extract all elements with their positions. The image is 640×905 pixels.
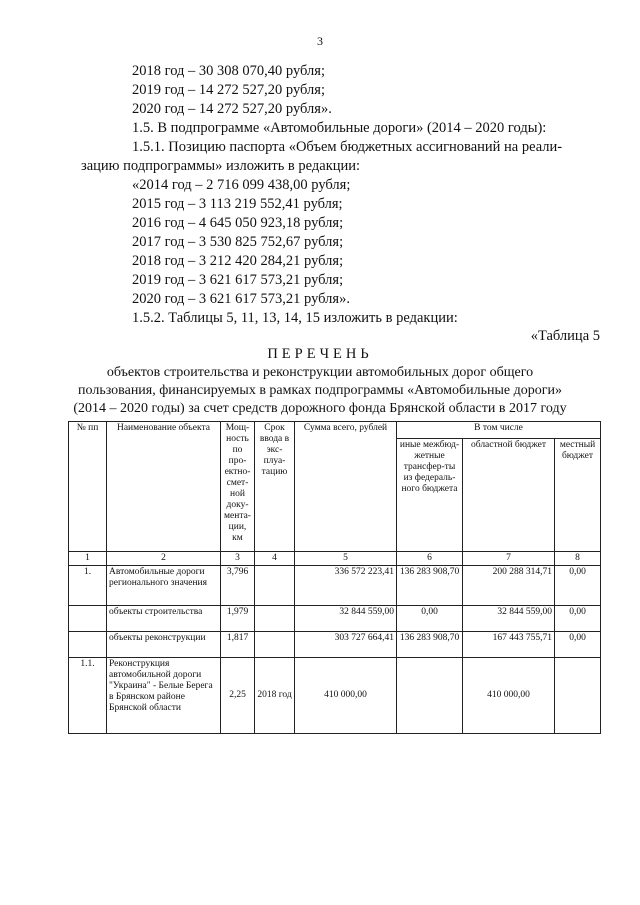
cell-regional: 410 000,00 [463, 658, 555, 734]
text-line: 2015 год – 3 113 219 552,41 рубля; [132, 196, 343, 212]
cell-total: 336 572 223,41 [295, 566, 397, 606]
column-number: 4 [255, 552, 295, 566]
header-interbudget: иные межбюд-жетные трансфер-ты из федераль-ного бюджета [397, 439, 463, 552]
column-number-row [69, 552, 601, 566]
cell-name: объекты строительства [107, 606, 221, 632]
text-line: 2020 год – 3 621 617 573,21 рубля». [132, 291, 350, 307]
cell-local: 0,00 [555, 632, 601, 658]
subtitle-line: (2014 – 2020 годы) за счет средств дорожного фонда Брянской области в 2017 году [73, 401, 567, 416]
subtitle-line: пользования, финансируемых в рамках подпрограммы «Автомобильные дороги» [78, 383, 562, 398]
cell-local: 0,00 [555, 566, 601, 606]
cell-term: 2018 год [255, 658, 295, 734]
text-line: 2017 год – 3 530 825 752,67 рубля; [132, 234, 344, 250]
table-label: «Таблица 5 [530, 328, 600, 344]
column-number: 1 [69, 552, 107, 566]
header-capacity: Мощ-ность по про-ектно-смет-ной доку-мента-ции, км [221, 422, 255, 552]
column-number: 5 [295, 552, 397, 566]
cell-capacity: 3,796 [221, 566, 255, 606]
cell-term [255, 566, 295, 606]
column-number: 7 [463, 552, 555, 566]
header-total: Сумма всего, рублей [295, 422, 397, 552]
cell-capacity: 1,817 [221, 632, 255, 658]
table-row [69, 566, 601, 606]
subtitle-line: объектов строительства и реконструкции автомобильных дорог общего [106, 365, 534, 380]
cell-interbudget: 0,00 [397, 606, 463, 632]
cell-interbudget [397, 658, 463, 734]
column-number: 2 [107, 552, 221, 566]
cell-local: 0,00 [555, 606, 601, 632]
column-number: 8 [555, 552, 601, 566]
text-line: 1.5. В подпрограмме «Автомобильные дороги» (2014 – 2020 годы): [132, 120, 547, 136]
header-name: Наименование объекта [107, 422, 221, 552]
header-term: Срок ввода в экс-плуа-тацию [255, 422, 295, 552]
text-line: 2019 год – 14 272 527,20 рубля; [132, 82, 325, 98]
cell-interbudget: 136 283 908,70 [397, 632, 463, 658]
text-line: 2019 год – 3 621 617 573,21 рубля; [132, 272, 344, 288]
cell-name: Реконструкция автомобильной дороги "Украина" - Белые Берега в Брянском районе Брянской области [107, 658, 221, 734]
cell-regional: 200 288 314,71 [463, 566, 555, 606]
text-line: 2018 год – 30 308 070,40 рубля; [132, 63, 325, 79]
cell-num [69, 606, 107, 632]
cell-term [255, 606, 295, 632]
header-regional: областной бюджет [463, 439, 555, 552]
cell-total: 303 727 664,41 [295, 632, 397, 658]
cell-total: 32 844 559,00 [295, 606, 397, 632]
table-row [69, 606, 601, 632]
cell-name: Автомобильные дороги регионального значения [107, 566, 221, 606]
cell-regional: 167 443 755,71 [463, 632, 555, 658]
cell-local [555, 658, 601, 734]
cell-num: 1. [69, 566, 107, 606]
cell-capacity: 1,979 [221, 606, 255, 632]
text-line: 1.5.1. Позицию паспорта «Объем бюджетных ассигнований на реали- [132, 139, 563, 155]
table-row [69, 632, 601, 658]
cell-num: 1.1. [69, 658, 107, 734]
cell-name: объекты реконструкции [107, 632, 221, 658]
table-row [69, 658, 601, 734]
text-line: зацию подпрограммы» изложить в редакции: [81, 158, 361, 174]
cell-regional: 32 844 559,00 [463, 606, 555, 632]
header-local: местный бюджет [555, 439, 601, 552]
column-number: 6 [397, 552, 463, 566]
text-line: 2018 год – 3 212 420 284,21 рубля; [132, 253, 344, 269]
cell-interbudget: 136 283 908,70 [397, 566, 463, 606]
text-line: 2020 год – 14 272 527,20 рубля». [132, 101, 332, 117]
cell-term [255, 632, 295, 658]
table-header-row [69, 422, 601, 439]
page-number: 3 [317, 34, 323, 48]
column-number: 3 [221, 552, 255, 566]
text-line: «2014 год – 2 716 099 438,00 рубля; [132, 177, 351, 193]
cell-num [69, 632, 107, 658]
cell-capacity: 2,25 [221, 658, 255, 734]
header-including: В том числе [397, 422, 601, 439]
cell-total: 410 000,00 [295, 658, 397, 734]
budget-table [68, 421, 601, 734]
header-num: № пп [69, 422, 107, 552]
text-line: 1.5.2. Таблицы 5, 11, 13, 14, 15 изложить в редакции: [132, 310, 458, 326]
text-line: 2016 год – 4 645 050 923,18 рубля; [132, 215, 344, 231]
document-title: ПЕРЕЧЕНЬ [267, 346, 373, 362]
